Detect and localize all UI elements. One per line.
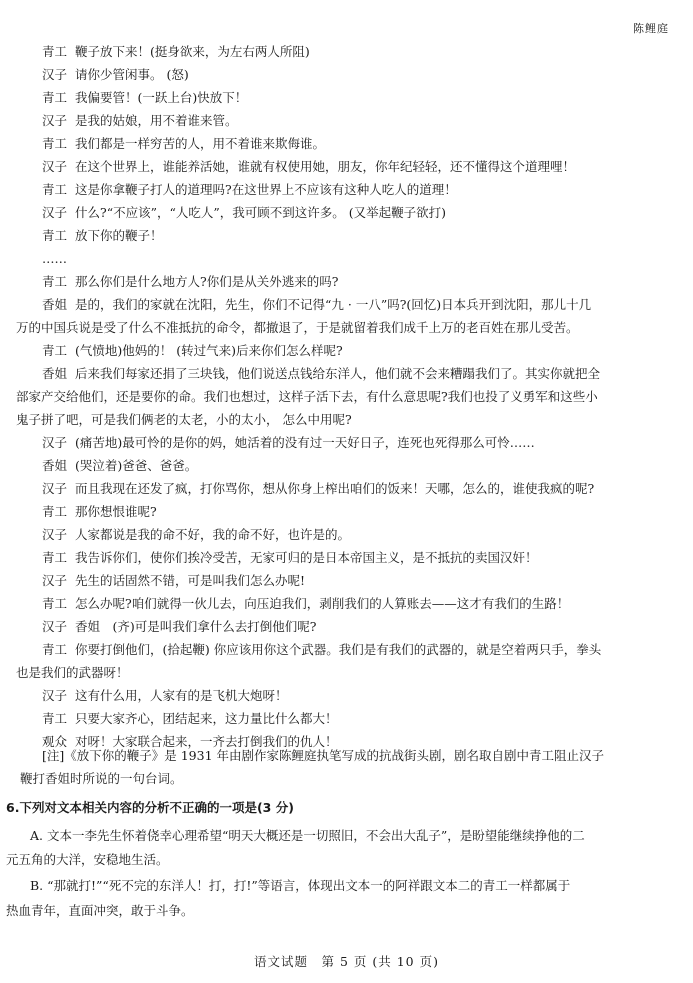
speaker-label: 汉子 bbox=[42, 619, 68, 634]
dialogue-text: 后来我们每家还捐了三块钱，他们说送点钱给东洋人，他们就不会来糟蹋我们了。其实你就把全 bbox=[75, 366, 601, 381]
speaker-label: 青工 bbox=[42, 44, 68, 59]
dialogue-line bbox=[20, 297, 591, 313]
speaker-label: 汉子 bbox=[42, 688, 68, 703]
dialogue-text: 鬼子拼了吧，可是我们俩老的太老，小的太小， 怎么中用呢? bbox=[16, 412, 352, 427]
dialogue-text: 人家都说是我的命不好，我的命不好，也许是的。 bbox=[75, 527, 351, 542]
speaker-label: 汉子 bbox=[42, 113, 68, 128]
dialogue-text: 这有什么用，人家有的是飞机大炮呀！ bbox=[75, 688, 288, 703]
dialogue-text: 而且我现在还发了疯，打你骂你，想从你身上榨出咱们的饭来！天哪，怎么的，谁使我疯的呢? bbox=[75, 481, 595, 496]
speaker-label: 青工 bbox=[42, 343, 68, 358]
dialogue-line bbox=[16, 665, 129, 681]
dialogue-text: 我告诉你们，使你们挨冷受苦，无家可归的是日本帝国主义，是不抵抗的卖国汉奸！ bbox=[75, 550, 538, 565]
dialogue-line bbox=[20, 366, 600, 382]
speaker-label: 香姐 bbox=[42, 297, 68, 312]
speaker-label: 香姐 bbox=[42, 366, 68, 381]
dialogue-text: 你要打倒他们，(拾起鞭) 你应该用你这个武器。我们是有我们的武器的，就是空着两只手，拳头 bbox=[75, 642, 602, 657]
dialogue-line bbox=[20, 711, 338, 727]
dialogue-line bbox=[16, 389, 598, 405]
speaker-label: 汉子 bbox=[42, 481, 68, 496]
dialogue-text: 鞭子放下来！(挺身欲来，为左右两人所阻) bbox=[75, 44, 310, 59]
dialogue-line bbox=[20, 458, 197, 474]
dialogue-line bbox=[20, 67, 189, 83]
dialogue-text: (痛苦地)最可怜的是你的妈，她活着的没有过一天好日子，连死也死得那么可怜…… bbox=[75, 435, 535, 450]
option-b-line-2: 热血青年，直面冲突，敢于斗争。 bbox=[6, 903, 194, 918]
dialogue-line bbox=[20, 688, 288, 704]
dialogue-text: 那你想恨谁呢? bbox=[75, 504, 157, 519]
speaker-label: 汉子 bbox=[42, 159, 68, 174]
speaker-label: 青工 bbox=[42, 711, 68, 726]
dialogue-text: 部家产交给他们，还是要你的命。我们也想过，这样子活下去，有什么意思呢?我们也投了义勇军和这些小 bbox=[16, 389, 598, 404]
dialogue-line bbox=[20, 228, 163, 244]
speaker-label: 汉子 bbox=[42, 435, 68, 450]
dialogue-text: 也是我们的武器呀！ bbox=[16, 665, 129, 680]
speaker-label: 汉子 bbox=[42, 67, 68, 82]
note-line-1: [注]《放下你的鞭子》是 1931 年由剧作家陈鲤庭执笔写成的抗战街头剧，剧名取自剧中青工阻止汉子 bbox=[42, 748, 605, 763]
dialogue-text: 请你少管闲事。 (怒) bbox=[75, 67, 189, 82]
dialogue-text: 是我的姑娘，用不着谁来管。 bbox=[75, 113, 238, 128]
speaker-label: 青工 bbox=[42, 642, 68, 657]
dialogue-line bbox=[20, 527, 350, 543]
option-a-line-1: A. 文本一李先生怀着侥幸心理希望“明天大概还是一切照旧，不会出大乱子”，是盼望能继续挣他的二 bbox=[30, 828, 585, 843]
dialogue-text: 是的，我们的家就在沈阳，先生，你们不记得“九 · 一八”吗?(回忆)日本兵开到沈阳，那儿十几 bbox=[75, 297, 592, 312]
dialogue-line bbox=[20, 113, 238, 129]
dialogue-line bbox=[20, 44, 310, 60]
dialogue-line bbox=[20, 343, 343, 359]
speaker-label: 观众 bbox=[42, 734, 68, 749]
option-a-line-2: 元五角的大洋，安稳地生活。 bbox=[6, 852, 169, 867]
header-author: 陈鲤庭 bbox=[633, 22, 669, 35]
dialogue-text: (气愤地)他妈的！ (转过气来)后来你们怎么样呢? bbox=[75, 343, 343, 358]
dialogue-line bbox=[20, 205, 446, 221]
speaker-label: 汉子 bbox=[42, 205, 68, 220]
dialogue-text: 在这个世界上，谁能养活她，谁就有权使用她，朋友，你年纪轻轻，还不懂得这个道理哩！ bbox=[75, 159, 576, 174]
dialogue-text: 这是你拿鞭子打人的道理吗?在这世界上不应该有这种人吃人的道理！ bbox=[75, 182, 457, 197]
dialogue-text: 先生的话固然不错，可是叫我们怎么办呢! bbox=[75, 573, 306, 588]
dialogue-text: 香姐 (齐)可是叫我们拿什么去打倒他们呢? bbox=[75, 619, 317, 634]
dialogue-line bbox=[20, 504, 157, 520]
dialogue-text: 我偏要管！(一跃上台)快放下！ bbox=[75, 90, 248, 105]
question-stem: 6.下列对文本相关内容的分析不正确的一项是(3 分) bbox=[6, 800, 294, 815]
dialogue-line bbox=[20, 619, 316, 635]
speaker-label: 青工 bbox=[42, 90, 68, 105]
page-footer: 语文试题 第 5 页 (共 10 页) bbox=[254, 954, 439, 969]
dialogue-text: (哭泣着)爸爸、爸爸。 bbox=[75, 458, 198, 473]
speaker-label: 青工 bbox=[42, 550, 68, 565]
dialogue-line bbox=[20, 90, 247, 106]
speaker-label: 香姐 bbox=[42, 458, 68, 473]
dialogue-line bbox=[20, 435, 535, 451]
speaker-label: 青工 bbox=[42, 596, 68, 611]
speaker-label: 青工 bbox=[42, 182, 68, 197]
dialogue-line bbox=[16, 320, 579, 336]
option-b-line-1: B. “那就打!”“死不完的东洋人！打，打!”等语言，体现出文本一的阿祥跟文本二的青工一样都属于 bbox=[30, 878, 571, 893]
dialogue-text: 那么你们是什么地方人?你们是从关外逃来的吗? bbox=[75, 274, 339, 289]
dialogue-line bbox=[42, 251, 67, 267]
dialogue-line bbox=[20, 136, 325, 152]
speaker-label: 青工 bbox=[42, 504, 68, 519]
dialogue-line bbox=[20, 182, 457, 198]
dialogue-text: 什么?“不应该”，“人吃人”，我可顾不到这许多。 (又举起鞭子欲打) bbox=[75, 205, 447, 220]
note-line-2: 鞭打香姐时所说的一句台词。 bbox=[20, 771, 183, 786]
dialogue-text: …… bbox=[42, 251, 67, 266]
dialogue-line bbox=[20, 573, 305, 589]
dialogue-line bbox=[20, 596, 569, 612]
dialogue-line bbox=[20, 550, 538, 566]
dialogue-text: 万的中国兵说是受了什么不准抵抗的命令，都撤退了，于是就留着我们成千上万的老百姓在那儿受苦。 bbox=[16, 320, 579, 335]
dialogue-text: 对呀！大家联合起来，一齐去打倒我们的仇人！ bbox=[75, 734, 338, 749]
dialogue-text: 只要大家齐心，团结起来，这力量比什么都大！ bbox=[75, 711, 338, 726]
dialogue-text: 怎么办呢?咱们就得一伙儿去，向压迫我们，剥削我们的人算账去——这才有我们的生路！ bbox=[75, 596, 570, 611]
speaker-label: 汉子 bbox=[42, 573, 68, 588]
dialogue-text: 放下你的鞭子！ bbox=[75, 228, 163, 243]
speaker-label: 青工 bbox=[42, 228, 68, 243]
dialogue-text: 我们都是一样穷苦的人，用不着谁来欺侮谁。 bbox=[75, 136, 326, 151]
dialogue-line bbox=[20, 642, 601, 658]
speaker-label: 青工 bbox=[42, 136, 68, 151]
speaker-label: 汉子 bbox=[42, 527, 68, 542]
speaker-label: 青工 bbox=[42, 274, 68, 289]
dialogue-line bbox=[20, 481, 594, 497]
dialogue-line bbox=[20, 274, 338, 290]
dialogue-line bbox=[20, 159, 575, 175]
dialogue-line bbox=[16, 412, 352, 428]
